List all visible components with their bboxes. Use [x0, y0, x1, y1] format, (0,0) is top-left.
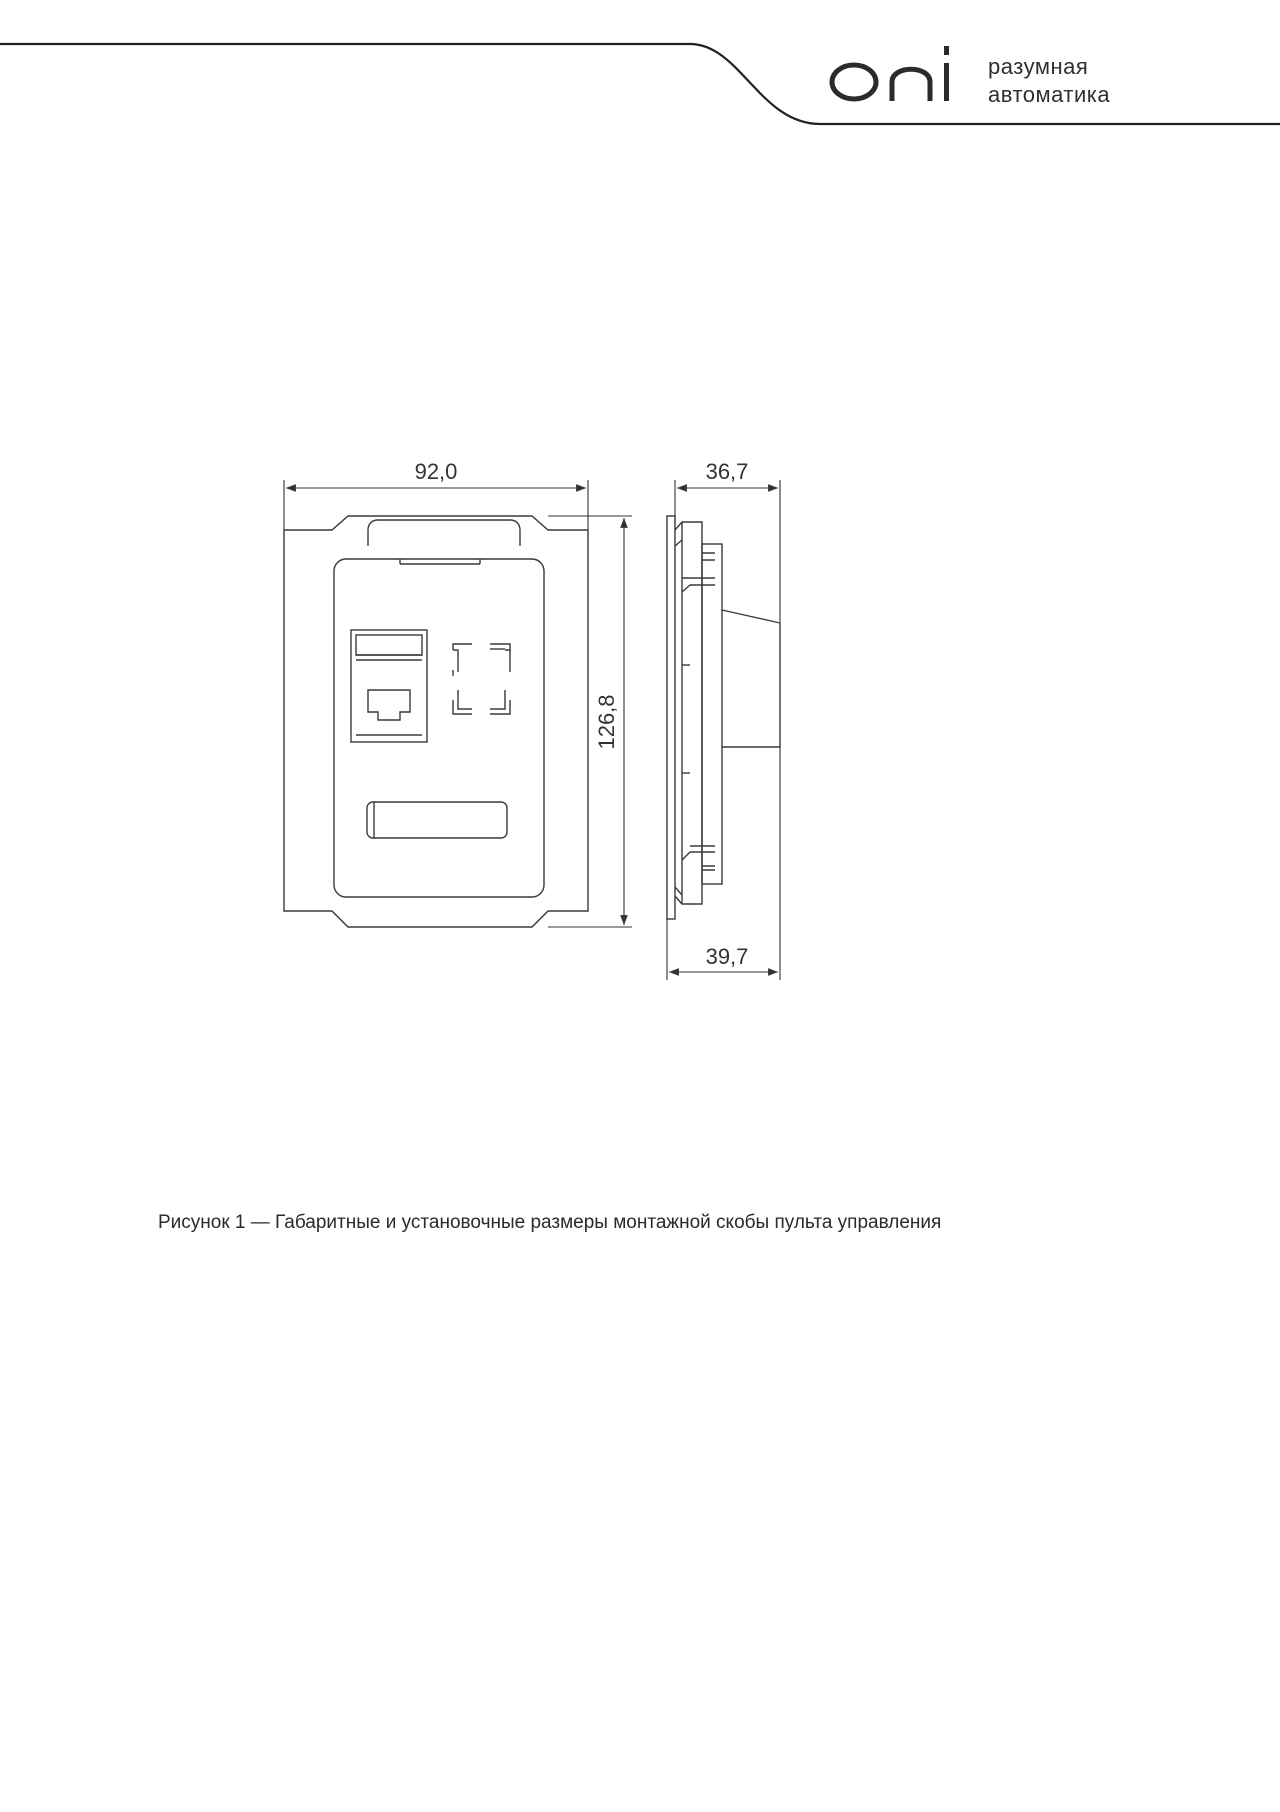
- top-tab: [368, 520, 520, 546]
- corner-marker-square: [453, 644, 510, 714]
- display-slot: [367, 802, 507, 838]
- dimension-depth-top: 36,7: [705, 459, 749, 484]
- dimension-depth-bottom: 39,7: [705, 944, 749, 969]
- bracket-outline: [284, 516, 588, 927]
- oni-logo: [820, 40, 970, 120]
- side-view: [667, 516, 780, 919]
- tagline-line-2: автоматика: [988, 82, 1111, 107]
- figure-caption: Рисунок 1 — Габаритные и установочные размеры монтажной скобы пульта управления: [158, 1212, 942, 1233]
- tagline-line-1: разумная: [988, 54, 1089, 79]
- inner-panel: [334, 559, 544, 897]
- dimension-width: 92,0: [414, 459, 458, 484]
- dimension-height: 126,8: [594, 694, 619, 750]
- rj45-jack-outline: [351, 630, 427, 742]
- mounting-bracket-drawing: [270, 450, 920, 990]
